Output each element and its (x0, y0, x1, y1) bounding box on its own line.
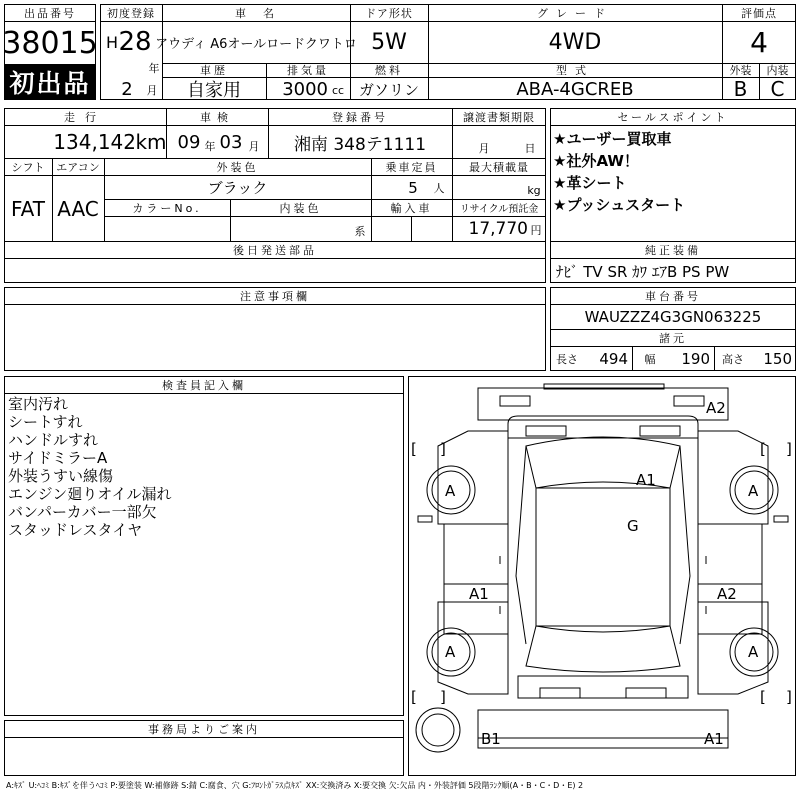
recycle-amount: 17,770 (468, 219, 528, 239)
specs-label: 諸元 (659, 331, 687, 345)
displacement: 3000 (282, 78, 328, 100)
bracket-left: [ (411, 688, 417, 706)
capacity-label: 乗車定員 (385, 160, 438, 174)
displacement-label: 排気量 (287, 64, 329, 77)
bracket-right: ] (440, 688, 446, 706)
car-name: アウディ A6オールロードクワトロ (155, 37, 357, 52)
sales-point-4: ★プッシュスタート (553, 196, 686, 214)
inspector-line: ハンドルすれ (8, 431, 99, 449)
history-label: 車歴 (200, 64, 228, 77)
equipment-label: 純正装備 (645, 243, 701, 257)
plate: 湘南 348テ1111 (293, 134, 427, 155)
mileage-label: 走行 (64, 110, 106, 124)
mileage: 134,142 (53, 130, 136, 154)
first-listing-badge: 初出品 (5, 65, 95, 99)
lot-number: 38015 (2, 25, 98, 61)
exterior-color: ブラック (207, 179, 268, 197)
capacity-unit: 人 (433, 182, 445, 195)
later-parts-label: 後日発送部品 (233, 243, 317, 257)
mark-tire-front-right: A (748, 482, 759, 500)
inspector-line: バンパーカバー一部欠 (8, 503, 157, 521)
chassis-label: 車台番号 (645, 289, 701, 303)
mark-windshield: G (627, 517, 639, 535)
plate-label: 登録番号 (332, 110, 388, 124)
interior-color-suffix: 系 (354, 225, 366, 238)
inspector-line: 室内汚れ (8, 395, 69, 413)
max-load-label: 最大積載量 (469, 160, 529, 174)
inspector-label: 検査員記入欄 (162, 378, 246, 392)
office-label: 事務局よりご案内 (148, 722, 260, 736)
chassis-number: WAUZZZ4G3GN063225 (584, 308, 762, 326)
sales-points-list (553, 128, 793, 216)
score: 4 (750, 26, 768, 59)
bracket-right: ] (786, 688, 792, 706)
bracket-left: [ (760, 688, 766, 706)
score-label: 評価点 (741, 6, 777, 20)
equipment: ﾅﾋﾞ TV SR ｶﾜ ｴｱB PS PW (556, 262, 730, 281)
displacement-unit: cc (331, 83, 345, 97)
width-label: 幅 (644, 353, 656, 366)
interior-grade: C (770, 77, 785, 101)
door-type: 5W (371, 30, 407, 55)
lot-number-label: 出品番号 (24, 6, 76, 20)
exterior-grade: B (733, 77, 748, 101)
fuel-label: 燃料 (375, 64, 403, 77)
bracket-right: ] (786, 440, 792, 458)
legend-footer: A:ｷｽﾞ U:ﾍｺﾐ B:ｷｽﾞを伴うﾍｺﾐ P:要塗装 W:補修跡 S:錆 C:腐食、穴 G:ﾌﾛﾝﾄｶﾞﾗｽ点ｷｽﾞ XX:交換済み X:要交換 欠:欠品 内・外装評価 5段階ﾗﾝｸ順(A・B・C・D・E) 2 (6, 781, 584, 790)
transfer-day: 日 (524, 142, 536, 155)
model-label: 型式 (556, 64, 594, 77)
recycle-unit: 円 (530, 224, 542, 237)
length: 494 (599, 350, 628, 368)
inspector-line: 外装うすい線傷 (8, 467, 114, 485)
notes-label: 注意事項欄 (240, 289, 310, 303)
height: 150 (763, 350, 792, 368)
first-reg-year-unit: 年 (148, 62, 160, 75)
first-reg-label: 初度登録 (107, 6, 155, 20)
recycle-label: リサイクル預託金 (459, 204, 539, 215)
car-name-label: 車 名 (235, 6, 277, 20)
shift: FAT (10, 196, 45, 221)
door-label: ドア形状 (365, 6, 413, 20)
aircon: AAC (57, 196, 99, 221)
transfer-month: 月 (478, 142, 490, 155)
sales-point-3: ★革シート (553, 174, 627, 192)
mark-rear-left: B1 (481, 730, 501, 748)
shift-label: シフト (11, 160, 45, 174)
first-reg-era: H (105, 32, 119, 52)
color-no-label: カラーNo. (132, 201, 202, 215)
mark-right-rear-door: A2 (717, 585, 737, 603)
model: ABA-4GCREB (516, 78, 634, 100)
sales-points-label: セールスポイント (617, 110, 729, 124)
color-label: 外装色 (216, 160, 259, 174)
max-load-unit: kg (527, 183, 541, 197)
inspection-label: 車検 (200, 110, 234, 124)
mark-tire-rear-right: A (748, 643, 759, 661)
sales-point-2: ★社外AW！ (553, 152, 639, 170)
bracket-right: ] (440, 440, 446, 458)
grade-label: グレード (537, 6, 613, 20)
inspection-year-unit: 年 (204, 140, 216, 153)
inspector-line: サイドミラーA (8, 449, 108, 467)
first-reg-year: 28 (118, 27, 152, 57)
inspection-month: 03 (219, 131, 243, 153)
first-reg-month: 2 (121, 78, 133, 100)
interior-color-label: 内装色 (279, 201, 322, 215)
mark-tire-rear-left: A (445, 643, 456, 661)
car-diagram (408, 376, 796, 776)
width: 190 (681, 350, 710, 368)
mark-left-rear-door: A1 (469, 585, 489, 603)
bracket-left: [ (411, 440, 417, 458)
grade: 4WD (548, 30, 602, 55)
mark-front-bumper: A2 (706, 399, 726, 417)
first-reg-month-unit: 月 (146, 84, 158, 97)
aircon-label: エアコン (56, 160, 100, 174)
inspection-month-unit: 月 (248, 140, 260, 153)
length-label: 長さ (556, 353, 578, 366)
exterior-label: 外装 (729, 64, 752, 77)
height-label: 高さ (722, 353, 744, 366)
import-label: 輸入車 (390, 201, 433, 215)
mark-hood: A1 (636, 471, 656, 489)
sales-point-1: ★ユーザー買取車 (553, 130, 672, 148)
mileage-unit: km (135, 130, 167, 154)
transfer-label: 譲渡書類期限 (463, 110, 535, 124)
inspector-line: スタッドレスタイヤ (8, 521, 143, 539)
mark-tire-front-left: A (445, 482, 456, 500)
mark-rear-right: A1 (704, 730, 724, 748)
capacity: 5 (408, 178, 418, 197)
fuel: ガソリン (358, 80, 419, 99)
history: 自家用 (187, 80, 241, 101)
inspection-year: 09 (177, 131, 201, 153)
interior-label: 内装 (766, 64, 789, 77)
inspector-line: エンジン廻りオイル漏れ (8, 485, 172, 503)
inspector-line: シートすれ (8, 413, 83, 431)
inspector-notes (8, 395, 172, 539)
bracket-left: [ (760, 440, 766, 458)
